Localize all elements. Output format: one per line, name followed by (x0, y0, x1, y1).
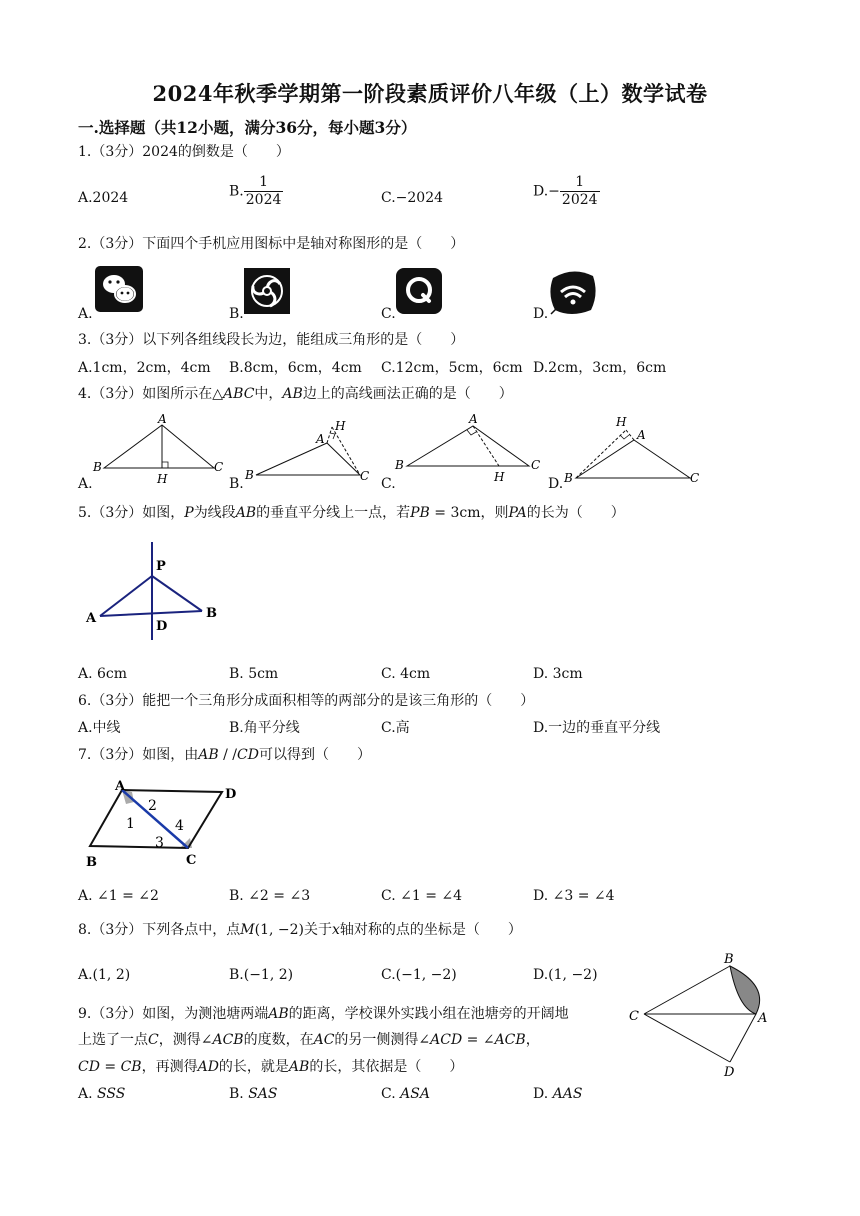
label-h: H (157, 472, 168, 486)
q9-l3-post: 的长，其依据是（ ） (309, 1059, 464, 1075)
q9-figure (626, 952, 776, 1080)
page-title: 2024年秋季学期第一阶段素质评价八年级（上）数学试卷 (152, 81, 708, 106)
q6-option-c[interactable]: C.高 (381, 720, 410, 736)
q4-figure-b (242, 413, 382, 488)
q9-option-b[interactable] (229, 1085, 278, 1103)
section-heading: 一.选择题（共12小题，满分36分，每小题3分） (78, 118, 417, 137)
fraction (560, 174, 600, 209)
q9-ad: AD (197, 1059, 219, 1075)
label-b: B (395, 458, 404, 472)
label-a: A (469, 412, 478, 426)
q9-c-prefix: C. (381, 1086, 401, 1102)
q7-pre: 7.（3分）如图，由 (78, 747, 199, 763)
q9-line2 (78, 1031, 540, 1049)
label-d: D (156, 619, 168, 634)
label-a: A (115, 779, 126, 794)
angle-3: 3 (155, 835, 164, 851)
q1-stem: 1.（3分）2024的倒数是（ ） (78, 144, 290, 160)
label-a: A (158, 413, 167, 426)
q9-l3-mid: ，再测得 (141, 1059, 198, 1075)
q8-option-b[interactable]: B.(−1, 2) (229, 967, 294, 983)
q9-l1-pre: 9.（3分）如图，为测池塘两端 (78, 1006, 269, 1022)
q8-x: x (331, 922, 340, 938)
q2-option-b[interactable]: B. (229, 306, 244, 322)
q9-option-a[interactable] (78, 1085, 125, 1103)
q6-option-d[interactable]: D.一边的垂直平分线 (533, 720, 661, 736)
q4-stem (78, 385, 513, 403)
label-d: D (225, 787, 237, 802)
label-p: P (156, 559, 166, 574)
q4-stem-mid: 中， (254, 386, 283, 402)
q9-a-prefix: A. (78, 1086, 98, 1102)
q9-l3-mid2: 的长，就是 (218, 1059, 289, 1075)
q1-option-c[interactable]: C.−2024 (381, 190, 444, 206)
label-a: A (316, 432, 325, 446)
q8-coord: (1, −2) (254, 922, 304, 938)
label-b: B (206, 606, 217, 621)
fraction (244, 174, 284, 209)
q8-mid: 关于 (303, 922, 332, 938)
q9-l2-eq: = ∠ (462, 1032, 495, 1048)
q4-abc: ABC (223, 386, 255, 402)
wechat-icon (95, 266, 143, 312)
q9-cb: CB (120, 1059, 142, 1075)
q3-stem: 3.（3分）以下列各组线段长为边，能组成三角形的是（ ） (78, 332, 465, 348)
angle-4: 4 (175, 818, 184, 834)
q9-d-text: AAS (552, 1086, 583, 1102)
q9-acb: ACB (212, 1032, 244, 1048)
q9-a-text: SSS (97, 1086, 126, 1102)
q9-acb2: ACB (494, 1032, 526, 1048)
q9-c: C (148, 1032, 159, 1048)
q1-option-a[interactable]: A.2024 (78, 190, 129, 206)
label-b: B (724, 952, 734, 967)
q9-d-prefix: D. (533, 1086, 553, 1102)
label-c: C (690, 471, 700, 485)
q3-option-c[interactable]: C.12cm，5cm，6cm (381, 360, 523, 376)
q9-ab2: AB (288, 1059, 310, 1075)
q2-option-c[interactable]: C. (381, 306, 396, 322)
label-c: C (214, 460, 224, 474)
q5-post: 的长为（ ） (526, 505, 625, 521)
q9-option-c[interactable] (381, 1085, 430, 1103)
q4-option-b[interactable]: B. (229, 476, 244, 492)
q5-mid1: 为线段 (193, 505, 236, 521)
q4-figure-a (90, 413, 230, 488)
q9-acd: ACD (430, 1032, 463, 1048)
q7-cd: CD (237, 747, 259, 763)
q5-option-a[interactable]: A. 6cm (78, 666, 128, 682)
label-d: D (724, 1065, 735, 1080)
q8-option-c[interactable]: C.(−1, −2) (381, 967, 457, 983)
q3-option-d[interactable]: D.2cm，3cm，6cm (533, 360, 667, 376)
label-h: H (616, 415, 627, 429)
q9-l2-pre: 上选了一点 (78, 1032, 148, 1048)
label-a: A (86, 611, 97, 626)
q5-eq: = 3cm，则 (429, 505, 509, 521)
label-c: C (531, 458, 541, 472)
q9-line3 (78, 1058, 463, 1076)
q5-option-d[interactable]: D. 3cm (533, 666, 583, 682)
label-a: A (637, 428, 646, 442)
denominator: 2024 (561, 192, 598, 208)
q5-pre: 5.（3分）如图， (78, 505, 185, 521)
label-b: B (564, 471, 573, 485)
wifi-icon (549, 268, 597, 316)
q8-post: 轴对称的点的坐标是（ ） (339, 922, 522, 938)
q8-stem (78, 921, 522, 939)
q7-stem (78, 746, 371, 764)
q1-b-prefix: B. (229, 183, 244, 200)
q9-ac: AC (313, 1032, 335, 1048)
q6-stem: 6.（3分）能把一个三角形分成面积相等的两部分的是该三角形的（ ） (78, 693, 535, 709)
denominator: 2024 (245, 192, 282, 208)
q4-option-d[interactable]: D. (548, 476, 564, 492)
q4-figure-d (560, 412, 710, 488)
q4-figure-c (393, 410, 553, 488)
q7-post: 可以得到（ ） (258, 747, 371, 763)
label-h: H (335, 419, 346, 433)
q9-ab: AB (268, 1006, 289, 1022)
q8-m: M (240, 922, 255, 938)
q2-option-d[interactable]: D. (533, 306, 549, 322)
q5-option-c[interactable]: C. 4cm (381, 666, 431, 682)
q7-option-d[interactable]: D. ∠3 = ∠4 (533, 888, 615, 904)
q5-p: P (184, 505, 194, 521)
angle-2: 2 (148, 798, 157, 814)
q5-stem (78, 504, 625, 522)
q7-ab: AB (198, 747, 219, 763)
q9-l2-mid3: 的另一侧测得∠ (334, 1032, 431, 1048)
q9-option-d[interactable] (533, 1085, 582, 1103)
q5-ab: AB (235, 505, 257, 521)
q1-option-d[interactable] (533, 174, 600, 209)
numerator: 1 (575, 174, 585, 190)
q9-c-text: ASA (400, 1086, 430, 1102)
angle-1: 1 (126, 816, 135, 832)
label-b: B (245, 468, 254, 482)
q2-option-a[interactable]: A. (78, 306, 93, 322)
q8-option-d[interactable]: D.(1, −2) (533, 967, 598, 983)
label-c: C (360, 469, 370, 483)
q3-option-b[interactable]: B.8cm，6cm，4cm (229, 360, 362, 376)
q9-cd: CD (78, 1059, 100, 1075)
q3-option-a[interactable]: A.1cm，2cm，4cm (78, 360, 211, 376)
q7-figure (82, 778, 252, 873)
q8-option-a[interactable]: A.(1, 2) (78, 967, 131, 983)
label-b: B (86, 855, 97, 870)
q4-ab: AB (282, 386, 303, 402)
q9-line1 (78, 1005, 569, 1023)
q5-pb: PB (410, 505, 430, 521)
label-h: H (494, 470, 505, 484)
label-c: C (629, 1009, 639, 1024)
q9-l1-post: 的距离，学校课外实践小组在池塘旁的开阔地 (288, 1006, 569, 1022)
fan-icon (244, 268, 290, 314)
q8-pre: 8.（3分）下列各点中，点 (78, 922, 241, 938)
q5-option-b[interactable]: B. 5cm (229, 666, 279, 682)
q6-option-a[interactable]: A.中线 (78, 720, 121, 736)
q9-l3-eq: = (99, 1059, 121, 1075)
q7-option-a[interactable]: A. ∠1 = ∠2 (78, 888, 159, 904)
q5-figure (84, 538, 234, 642)
q1-option-b[interactable] (229, 174, 283, 209)
q4-option-a[interactable]: A. (78, 476, 93, 492)
q-icon (396, 268, 442, 314)
numerator: 1 (259, 174, 269, 190)
q9-l2-post: ， (525, 1032, 540, 1048)
q7-option-b[interactable]: B. ∠2 = ∠3 (229, 888, 311, 904)
q5-mid2: 的垂直平分线上一点，若 (256, 505, 411, 521)
q9-b-text: SAS (248, 1086, 278, 1102)
q4-stem-post: 边上的高线画法正确的是（ ） (302, 386, 513, 402)
q1-d-prefix: D.− (533, 183, 560, 200)
q5-pa: PA (508, 505, 527, 521)
q7-par: / / (218, 747, 238, 763)
q9-l2-mid: ，测得∠ (158, 1032, 213, 1048)
q9-b-prefix: B. (229, 1086, 249, 1102)
q7-option-c[interactable]: C. ∠1 = ∠4 (381, 888, 463, 904)
q4-option-c[interactable]: C. (381, 476, 396, 492)
q9-l2-mid2: 的度数，在 (243, 1032, 314, 1048)
label-a: A (758, 1011, 768, 1026)
q6-option-b[interactable]: B.角平分线 (229, 720, 300, 736)
label-b: B (93, 460, 102, 474)
q2-stem: 2.（3分）下面四个手机应用图标中是轴对称图形的是（ ） (78, 236, 465, 252)
q4-stem-pre: 4.（3分）如图所示在△ (78, 386, 224, 402)
label-c: C (186, 853, 197, 868)
